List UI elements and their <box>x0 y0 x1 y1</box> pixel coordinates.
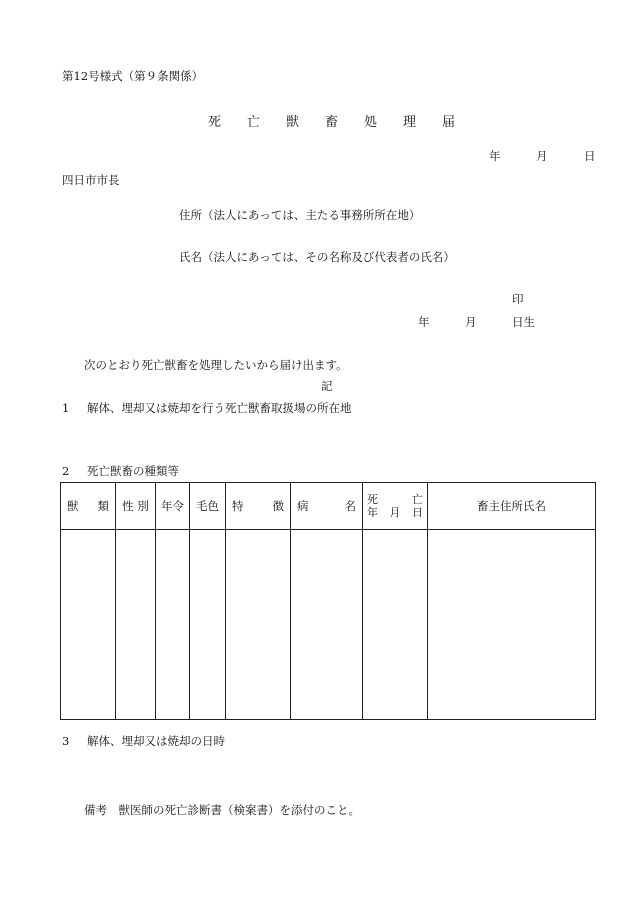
item-1-number: 1 <box>62 401 70 415</box>
header-death-b: 亡 <box>412 493 423 506</box>
cell-disease[interactable] <box>291 530 363 720</box>
addressee: 四日市市長 <box>62 173 120 187</box>
table-header-row <box>61 483 596 530</box>
header-sex: 性 別 <box>116 483 156 530</box>
header-disease-a: 病 <box>297 499 309 513</box>
item-1-text: 解体、埋却又は焼却を行う死亡獣畜取扱場の所在地 <box>86 401 352 415</box>
livestock-table <box>60 482 596 720</box>
cell-age[interactable] <box>156 530 190 720</box>
header-death-year: 年 <box>367 506 378 519</box>
ki-mark: 記 <box>321 379 333 393</box>
date-year: 年 <box>489 149 501 163</box>
birth-day: 日生 <box>512 315 535 329</box>
header-death-month: 月 <box>389 506 401 519</box>
header-death-a: 死 <box>367 493 378 506</box>
header-species <box>61 483 116 530</box>
item-3 <box>62 733 225 749</box>
header-death-day: 日 <box>412 506 423 519</box>
birth-month: 月 <box>465 315 477 329</box>
cell-death-date[interactable] <box>363 530 428 720</box>
header-features-a: 特 <box>232 499 244 513</box>
cell-features[interactable] <box>226 530 291 720</box>
item-2-number: 2 <box>62 464 70 478</box>
header-age: 年令 <box>156 483 190 530</box>
form-title <box>208 111 481 130</box>
header-disease-b: 名 <box>344 499 356 513</box>
header-features <box>226 483 291 530</box>
table-row <box>61 530 596 720</box>
name-label: 氏名（法人にあっては、その名称及び代表者の氏名） <box>179 250 455 264</box>
cell-species[interactable] <box>61 530 116 720</box>
form-number: 第12号様式（第９条関係） <box>62 69 204 83</box>
header-hair: 毛色 <box>190 483 226 530</box>
cell-sex[interactable] <box>116 530 156 720</box>
birth-year: 年 <box>418 315 430 329</box>
header-disease <box>291 483 363 530</box>
header-species-a: 獣 <box>67 499 79 513</box>
cell-hair[interactable] <box>190 530 226 720</box>
item-3-number: 3 <box>62 734 70 748</box>
header-features-b: 徴 <box>272 499 284 513</box>
item-2-text: 死亡獣畜の種類等 <box>86 464 179 478</box>
header-death-date <box>363 483 428 530</box>
note: 備考 獣医師の死亡診断書（検案書）を添付のこと。 <box>84 803 360 817</box>
cell-owner[interactable] <box>428 530 596 720</box>
header-owner: 畜主住所氏名 <box>428 483 596 530</box>
item-3-text: 解体、埋却又は焼却の日時 <box>86 734 225 748</box>
date-month: 月 <box>536 149 548 163</box>
header-species-b: 類 <box>97 499 109 513</box>
form-title-text: 死亡獣畜処理届 <box>208 115 482 130</box>
seal-mark: 印 <box>512 292 524 306</box>
item-2 <box>62 463 179 479</box>
address-label: 住所（法人にあっては、主たる事務所所在地） <box>179 208 421 222</box>
body-text: 次のとおり死亡獣畜を処理したいから届け出ます。 <box>84 358 348 372</box>
item-1 <box>62 400 351 416</box>
date-day: 日 <box>584 149 596 163</box>
